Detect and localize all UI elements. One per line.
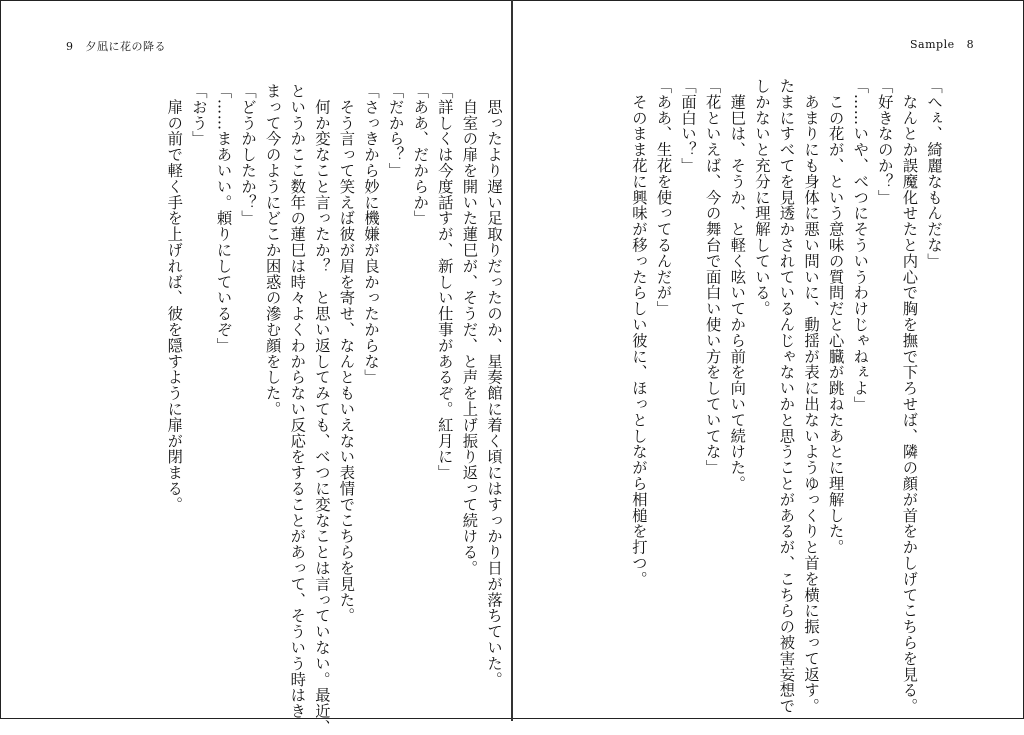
right-page-number: 8 [966,38,975,51]
left-page-header [58,38,166,54]
left-page-number: 9 [66,40,74,53]
left-page-body [162,83,506,735]
text-line: 扉の前で軽く手を上げれば、彼を隠すように扉が閉まる。 [165,83,184,513]
text-line: 「……まあいい。頼りにしているぞ」 [214,83,233,354]
text-line: 「花といえば、今の舞台で面白い使い方をしていてな」 [703,78,722,476]
right-page-header [910,38,982,51]
text-line: 「面白い？」 [679,78,698,174]
text-line: 「好きなのか？」 [875,78,894,206]
text-line: この花が、という意味の質問だと心臓が跳ねたあとに理解した。 [826,78,845,555]
running-header: Sample [910,38,955,51]
text-line: 「だから？」 [386,83,405,179]
text-line: まって今のようにどこか困惑の滲む顔をした。 [263,83,282,417]
chapter-title: 夕凪に花の降る [85,40,166,53]
text-line: 「さっきから妙に機嫌が良かったからな」 [362,83,381,386]
text-line: 「ああ、だからか」 [411,83,430,227]
text-line: しかないと充分に理解している。 [752,78,771,317]
text-line: たまにすべてを見透かされているんじゃないかと思うことがあるが、こちらの被害妄想で [777,78,796,714]
text-line: 「ああ、生花を使ってるんだが」 [654,78,673,317]
text-line: そう言って笑えば彼が眉を寄せ、なんともいえない表情でこちらを見た。 [337,83,356,624]
text-line: 「おう」 [189,83,208,147]
text-line: あまりにも身体に悪い問いに、動揺が表に出ないようゆっくりと首を横に振って返す。 [802,78,821,714]
right-page-body [626,78,946,714]
text-line: なんとか誤魔化せたと内心で胸を撫で下ろせば、隣の顔が首をかしげてこちらを見る。 [900,78,919,714]
text-line: 自室の扉を開いた蓮巳が、そうだ、と声を上げ振り返って続ける。 [460,83,479,576]
text-line: 「……いや、べつにそういうわけじゃねぇよ」 [851,78,870,412]
text-line: 「どうかしたか？」 [239,83,258,227]
text-line: 何か変なこと言ったか？ と思い返してみても、べつに変なことは言っていない。最近、 [312,83,331,735]
page-gutter [511,0,513,721]
text-line: 蓮巳は、そうか、と軽く呟いてから前を向いて続けた。 [728,78,747,492]
text-line: というかここ数年の蓮巳は時々よくわからない反応をすることがあって、そういう時はき [288,83,307,719]
text-line: 思ったより遅い足取りだったのか、星奏館に着く頃にはすっかり日が落ちていた。 [485,83,503,688]
text-line: そのまま花に興味が移ったらしい彼に、ほっとしながら相槌を打つ。 [629,78,648,587]
text-line: 「詳しくは今度話すが、新しい仕事があるぞ。紅月に」 [435,83,454,481]
text-line: 「へぇ、綺麗なもんだな」 [925,78,943,269]
